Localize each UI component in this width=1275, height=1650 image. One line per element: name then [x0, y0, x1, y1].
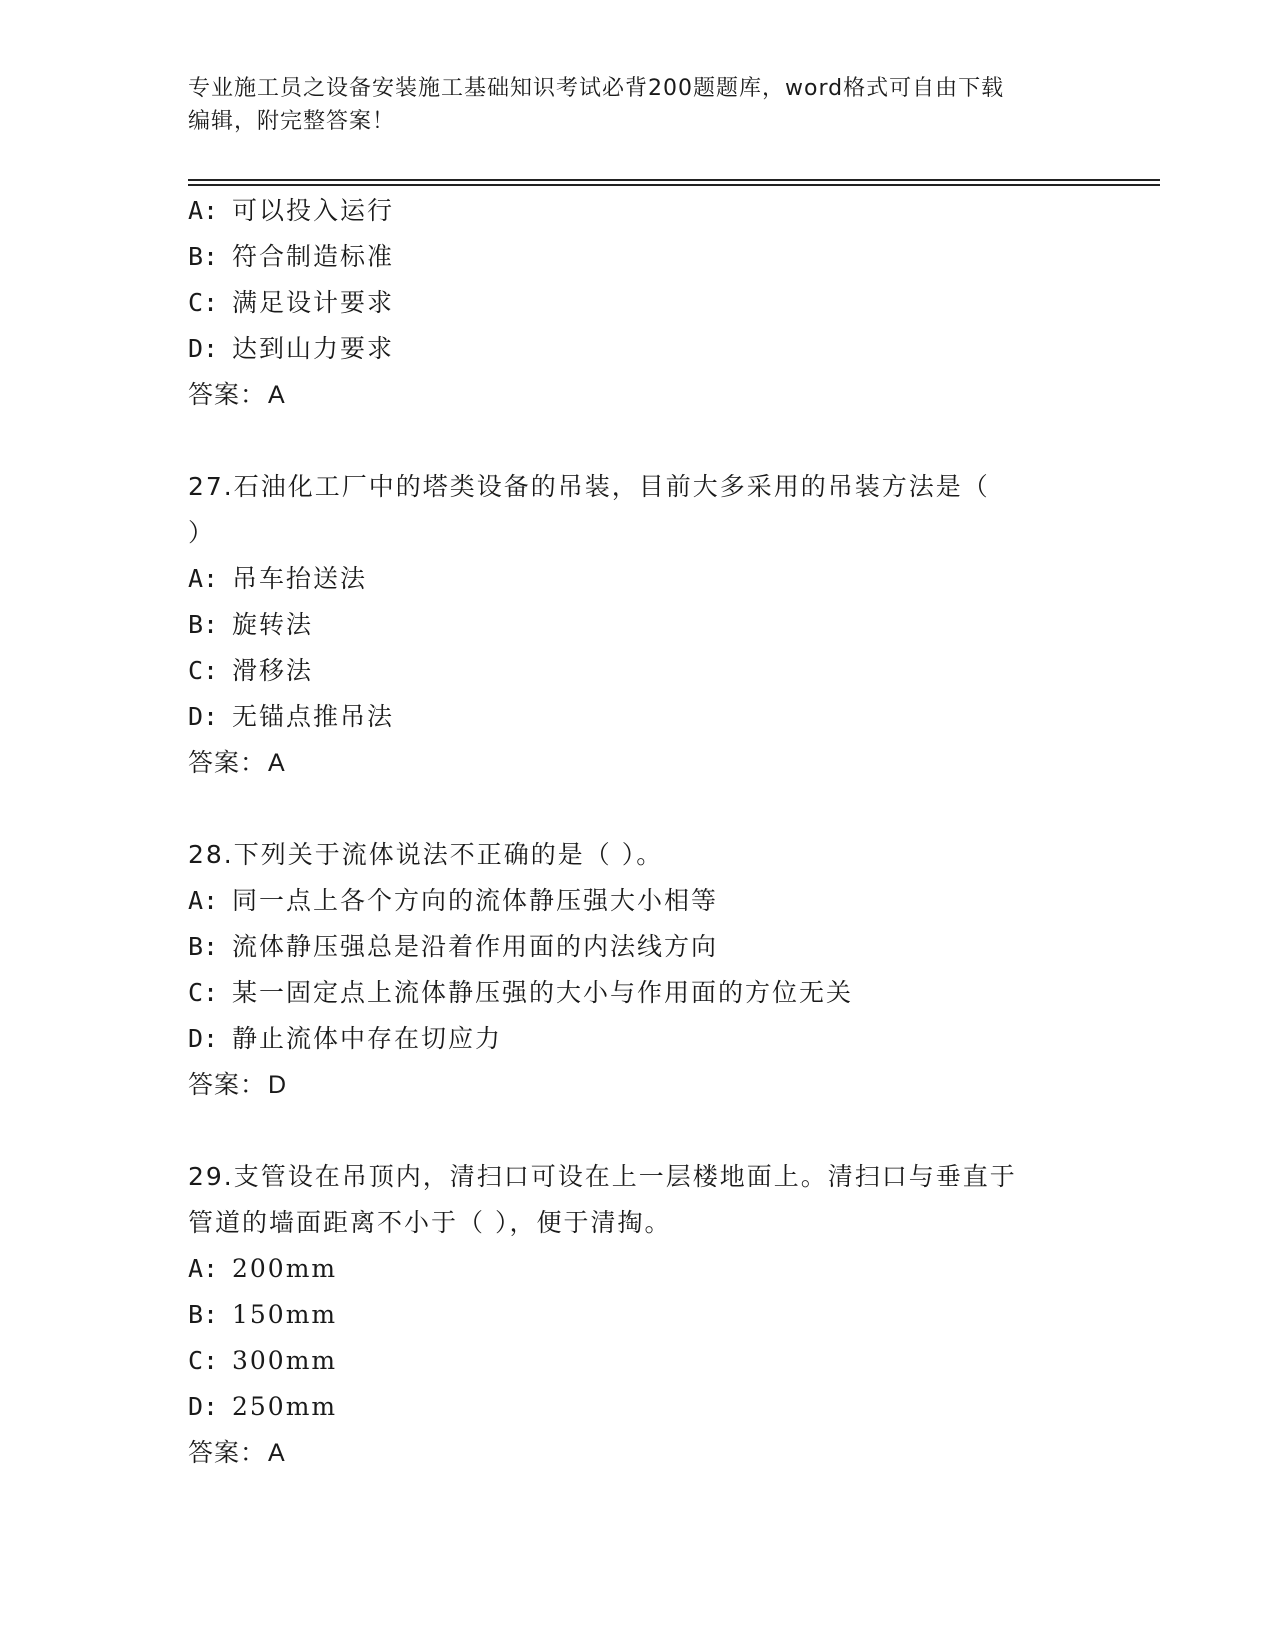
answer-line	[188, 740, 1088, 786]
answer-line	[188, 1062, 1088, 1108]
option-a	[188, 1246, 1088, 1292]
question-26	[188, 188, 1088, 418]
question-stem-line-1: 28.下列关于流体说法不正确的是（ ）。	[188, 840, 664, 869]
option-a	[188, 878, 1088, 924]
header-divider-top	[188, 179, 1160, 181]
option-text: 同一点上各个方向的流体静压强大小相等	[232, 886, 719, 915]
option-letter: D:	[188, 1392, 219, 1421]
option-letter: C:	[188, 978, 219, 1007]
option-text: 流体静压强总是沿着作用面的内法线方向	[232, 932, 719, 961]
option-b	[188, 234, 1088, 280]
question-stem	[188, 832, 1088, 878]
option-d	[188, 1016, 1088, 1062]
question-stem-line-2: ）	[188, 518, 216, 547]
answer-label: 答案：	[188, 748, 267, 777]
option-c	[188, 970, 1088, 1016]
option-letter: A:	[188, 564, 219, 593]
option-letter: D:	[188, 334, 219, 363]
option-letter: C:	[188, 288, 219, 317]
option-b	[188, 602, 1088, 648]
option-c	[188, 1338, 1088, 1384]
answer-value: A	[268, 1439, 287, 1467]
option-b	[188, 924, 1088, 970]
option-letter: D:	[188, 1024, 219, 1053]
option-d	[188, 1384, 1088, 1430]
option-letter: B:	[188, 242, 219, 271]
question-stem	[188, 1154, 1088, 1246]
header-title-line-1: 专业施工员之设备安装施工基础知识考试必背200题题库，word格式可自由下载	[188, 76, 1005, 101]
answer-line	[188, 372, 1088, 418]
option-text: 300mm	[232, 1346, 338, 1375]
option-b	[188, 1292, 1088, 1338]
option-letter: D:	[188, 702, 219, 731]
option-letter: B:	[188, 610, 219, 639]
question-stem-line-1: 27.石油化工厂中的塔类设备的吊装，目前大多采用的吊装方法是（	[188, 472, 990, 501]
option-text: 某一固定点上流体静压强的大小与作用面的方位无关	[232, 978, 854, 1007]
option-d	[188, 326, 1088, 372]
option-text: 可以投入运行	[232, 196, 395, 225]
option-letter: B:	[188, 932, 219, 961]
option-text: 200mm	[232, 1254, 338, 1283]
option-text: 150mm	[232, 1300, 338, 1329]
document-header	[188, 72, 1088, 138]
question-stem-line-1: 29.支管设在吊顶内，清扫口可设在上一层楼地面上。清扫口与垂直于	[188, 1162, 1017, 1191]
answer-value: D	[268, 1071, 289, 1099]
question-28	[188, 832, 1088, 1108]
answer-value: A	[268, 749, 287, 777]
option-text: 滑移法	[232, 656, 314, 685]
answer-value: A	[268, 381, 287, 409]
option-letter: A:	[188, 886, 219, 915]
question-29	[188, 1154, 1088, 1476]
option-letter: A:	[188, 1254, 219, 1283]
option-letter: A:	[188, 196, 219, 225]
option-text: 旋转法	[232, 610, 314, 639]
option-text: 达到山力要求	[232, 334, 395, 363]
answer-label: 答案：	[188, 1070, 267, 1099]
option-text: 250mm	[232, 1392, 338, 1421]
option-text: 无锚点推吊法	[232, 702, 395, 731]
answer-label: 答案：	[188, 380, 267, 409]
option-text: 吊车抬送法	[232, 564, 368, 593]
option-text: 静止流体中存在切应力	[232, 1024, 503, 1053]
option-a	[188, 556, 1088, 602]
option-letter: C:	[188, 1346, 219, 1375]
option-d	[188, 694, 1088, 740]
answer-line	[188, 1430, 1088, 1476]
option-c	[188, 280, 1088, 326]
option-letter: B:	[188, 1300, 219, 1329]
option-letter: C:	[188, 656, 219, 685]
question-27	[188, 464, 1088, 786]
answer-label: 答案：	[188, 1438, 267, 1467]
question-stem	[188, 464, 1088, 556]
option-a	[188, 188, 1088, 234]
option-text: 符合制造标准	[232, 242, 395, 271]
header-divider-bottom	[188, 184, 1160, 186]
option-text: 满足设计要求	[232, 288, 395, 317]
question-stem-line-2: 管道的墙面距离不小于（ ），便于清掏。	[188, 1208, 672, 1237]
option-c	[188, 648, 1088, 694]
header-title-line-2: 编辑，附完整答案！	[188, 109, 396, 134]
